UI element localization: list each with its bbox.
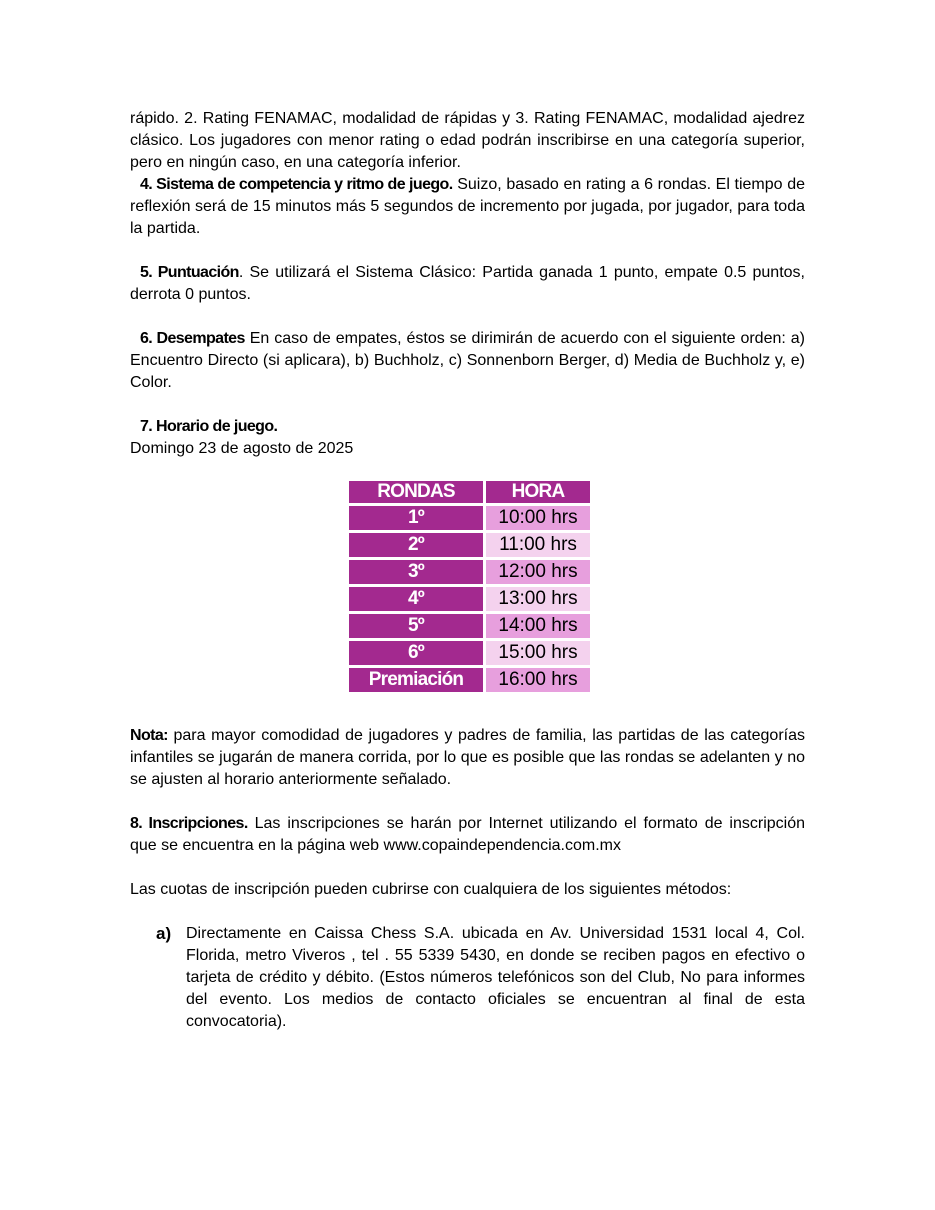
section-7-title: 7. Horario de juego. (140, 418, 278, 435)
table-row (349, 506, 590, 530)
table-row (349, 587, 590, 611)
round-cell: 6º (349, 641, 483, 665)
hour-cell: 10:00 hrs (486, 506, 590, 530)
table-row (349, 533, 590, 557)
hour-cell: 13:00 hrs (486, 587, 590, 611)
hour-cell: 14:00 hrs (486, 614, 590, 638)
round-cell: 4º (349, 587, 483, 611)
section-8-text: Las inscripciones se harán por Internet utilizando el formato de inscripción que se encuentra en la página web www.copaindependencia.com.mx (130, 815, 806, 854)
table-row (349, 560, 590, 584)
section-8-title: 8. Inscripciones. (130, 815, 248, 832)
note-text: para mayor comodidad de jugadores y padres de familia, las partidas de las categorías infantiles se jugarán de manera corrida, por lo que es posible que las rondas se adelanten y no se ajusten al horario anteriormente señalado. (130, 727, 805, 788)
method-a-label: a) (156, 924, 172, 943)
hour-cell: 12:00 hrs (486, 560, 590, 584)
fees-paragraph: Las cuotas de inscripción pueden cubrirse con cualquiera de los siguientes métodos: (130, 881, 732, 898)
round-cell: 2º (349, 533, 483, 557)
note-paragraph (130, 725, 805, 791)
intro-paragraph: rápido. 2. Rating FENAMAC, modalidad de rápidas y 3. Rating FENAMAC, modalidad ajedrez clásico. Los jugadores con menor rating o edad podrán inscribirse en una categoría superior, pero en ningún caso, en una categoría inferior. (130, 110, 805, 171)
round-cell: Premiación (349, 668, 483, 692)
section-4 (130, 174, 805, 240)
schedule-header-row (349, 481, 590, 503)
round-cell: 1º (349, 506, 483, 530)
table-row (349, 614, 590, 638)
payment-method-a (130, 923, 805, 1033)
header-rondas: RONDAS (349, 481, 483, 503)
method-a-text: Directamente en Caissa Chess S.A. ubicada en Av. Universidad 1531 local 4, Col. Florida, metro Viveros , tel . 55 5339 5430, en donde se reciben pagos en efectivo o tarjeta de crédito y débito. (Estos números telefónicos son del Club, No para informes del evento. Los medios de contacto oficiales se encuentran al final de esta convocatoria). (186, 925, 805, 1030)
section-4-text: Suizo, basado en rating a 6 rondas. El tiempo de reflexión será de 15 minutos más 5 segundos de incremento por jugada, por jugador, para toda la partida. (130, 176, 805, 237)
section-6-text: En caso de empates, éstos se dirimirán de acuerdo con el siguiente orden: a) Encuentro Directo (si aplicara), b) Buchholz, c) Sonnenborn Berger, d) Media de Buchholz y, e) Color. (130, 330, 805, 391)
section-5-title: 5. Puntuación (140, 264, 239, 281)
round-cell: 3º (349, 560, 483, 584)
section-5 (130, 262, 805, 306)
schedule-table (346, 478, 593, 695)
section-6-title: 6. Desempates (140, 330, 245, 347)
section-4-title: 4. Sistema de competencia y ritmo de juego. (140, 176, 453, 193)
section-8 (130, 813, 805, 857)
document-page (130, 108, 805, 1033)
section-6 (130, 328, 805, 394)
header-hora: HORA (486, 481, 590, 503)
section-5-text: . Se utilizará el Sistema Clásico: Partida ganada 1 punto, empate 0.5 puntos, derrota 0 puntos. (130, 264, 805, 303)
round-cell: 5º (349, 614, 483, 638)
hour-cell: 15:00 hrs (486, 641, 590, 665)
hour-cell: 16:00 hrs (486, 668, 590, 692)
event-date: Domingo 23 de agosto de 2025 (130, 440, 354, 457)
table-row (349, 641, 590, 665)
section-7-heading (130, 416, 805, 438)
hour-cell: 11:00 hrs (486, 533, 590, 557)
note-title: Nota: (130, 727, 168, 744)
table-row (349, 668, 590, 692)
